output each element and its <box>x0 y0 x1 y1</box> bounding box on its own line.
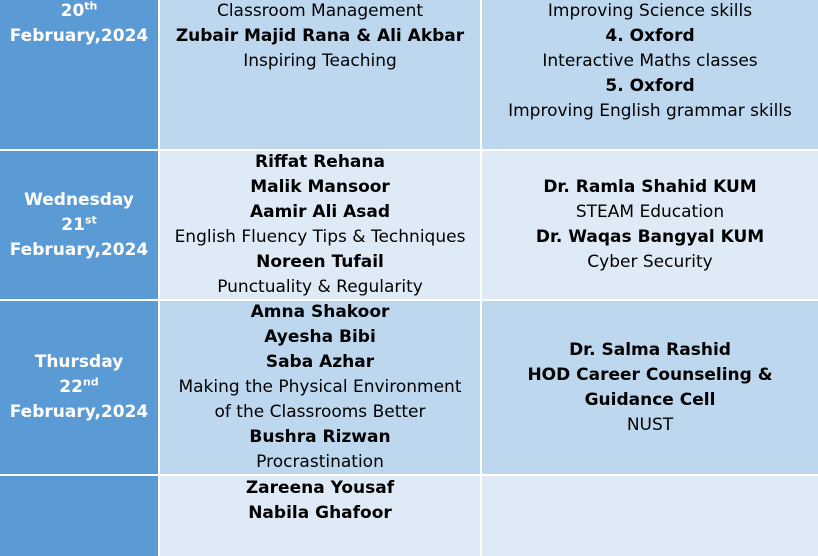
session-cell <box>160 301 480 474</box>
session-topic: STEAM Education <box>575 202 725 222</box>
session-topic: Making the Physical Environment of the Classrooms Better <box>178 377 462 422</box>
speaker-name: Saba Azhar <box>265 352 375 372</box>
speaker-name: Aamir Ali Asad <box>249 202 391 222</box>
date-cell <box>0 0 158 149</box>
speaker-name: 5. Oxford <box>605 76 695 96</box>
speaker-name: Malik Mansoor <box>250 177 390 197</box>
session-topic: Punctuality & Regularity <box>217 277 423 297</box>
speaker-name: Dr. Salma Rashid <box>569 339 731 360</box>
date-cell <box>0 151 158 299</box>
month-year: February,2024 <box>9 239 149 260</box>
session-topic: Interactive Maths classes <box>542 51 758 71</box>
month-year: February,2024 <box>9 26 149 46</box>
speaker-name: Riffat Rehana <box>255 152 385 172</box>
table-row <box>0 301 818 474</box>
session-topic: Inspiring Teaching <box>243 51 397 71</box>
session-topic: Improving English grammar skills <box>508 101 792 121</box>
date-number: 21st <box>61 212 97 235</box>
session-cell <box>482 476 818 556</box>
speaker-name: 4. Oxford <box>605 26 695 46</box>
speaker-name: Amna Shakoor <box>250 302 390 322</box>
date-number: 20th <box>60 0 98 21</box>
table-row <box>0 0 818 149</box>
table-row <box>0 151 818 299</box>
day-name: Wednesday <box>24 189 134 210</box>
speaker-name: Nabila Ghafoor <box>248 503 392 523</box>
session-cell <box>160 476 480 556</box>
date-cell <box>0 476 158 556</box>
speaker-name: Ayesha Bibi <box>264 327 376 347</box>
session-topic: Cyber Security <box>587 252 713 272</box>
date-cell <box>0 301 158 474</box>
speaker-name: Bushra Rizwan <box>249 427 391 447</box>
session-cell <box>482 0 818 149</box>
speaker-name: Dr. Waqas Bangyal KUM <box>535 227 765 247</box>
speaker-name: Zareena Yousaf <box>245 478 395 498</box>
session-topic: English Fluency Tips & Techniques <box>174 227 466 247</box>
institution: NUST <box>626 414 674 435</box>
session-cell <box>482 301 818 474</box>
table-row <box>0 476 818 556</box>
session-topic: Procrastination <box>256 452 384 472</box>
speaker-title: HOD Career Counseling & Guidance Cell <box>527 364 773 410</box>
session-cell <box>160 0 480 149</box>
day-name: Thursday <box>34 352 124 372</box>
speaker-name: Noreen Tufail <box>256 252 384 272</box>
session-cell <box>482 151 818 299</box>
speaker-name: Dr. Ramla Shahid KUM <box>543 177 757 197</box>
speaker-name: Zubair Majid Rana & Ali Akbar <box>175 26 465 46</box>
session-topic: Improving Science skills <box>547 1 753 21</box>
month-year: February,2024 <box>9 402 149 422</box>
session-topic: Classroom Management <box>216 1 424 21</box>
session-cell <box>160 151 480 299</box>
date-number: 22nd <box>59 375 99 397</box>
